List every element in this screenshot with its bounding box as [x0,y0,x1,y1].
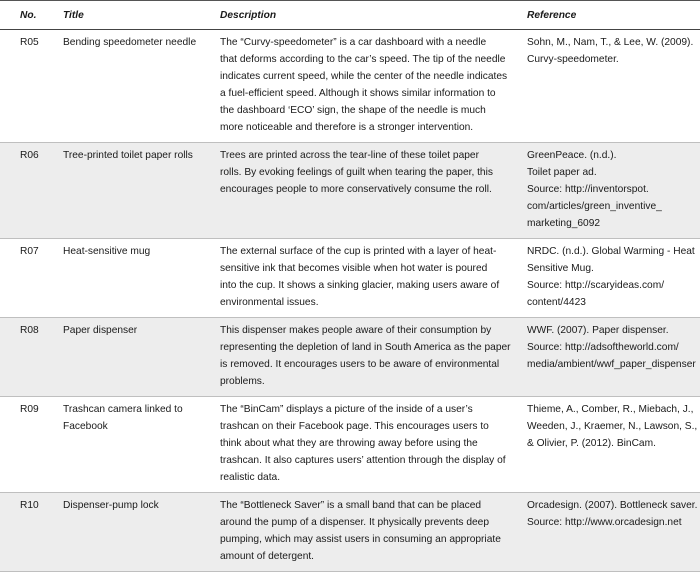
reference-line: GreenPeace. (n.d.). [527,150,617,161]
cell-no: R08 [0,318,57,397]
title-line: Facebook [63,421,108,432]
reference-line: Weeden, J., Kraemer, N., Lawson, S., [527,421,698,432]
description-line: environmental issues. [220,297,319,308]
cell-no: R10 [0,493,57,572]
description-line: representing the depletion of land in South America as the paper [220,342,511,353]
cell-title [57,143,214,239]
cell-description [214,30,521,143]
reference-line: & Olivier, P. (2012). BinCam. [527,438,656,449]
reference-line: Source: http://scaryideas.com/ [527,280,665,291]
title-line: Dispenser-pump lock [63,500,159,511]
cell-no: R06 [0,143,57,239]
cell-description [214,143,521,239]
cell-no: R05 [0,30,57,143]
title-line: Paper dispenser [63,325,138,336]
table-row [0,239,700,318]
cell-reference [521,397,700,493]
description-line: sensitive ink that becomes visible when hot water is poured [220,263,488,274]
table-row [0,143,700,239]
description-line: encourages people to more conservatively consume the roll. [220,184,492,195]
cell-description [214,239,521,318]
description-line: amount of detergent. [220,551,315,562]
title-line: Heat-sensitive mug [63,246,151,257]
cell-description [214,397,521,493]
cell-reference [521,493,700,572]
cell-title [57,397,214,493]
reference-line: Thieme, A., Comber, R., Miebach, J., [527,404,694,415]
description-line: trashcan on their Facebook page. This encourages users to [220,421,489,432]
reference-line: marketing_6092 [527,218,601,229]
description-line: The “Curvy-speedometer” is a car dashboard with a needle [220,37,487,48]
description-line: pumping, which may assist users in consuming an appropriate [220,534,501,545]
table-row [0,397,700,493]
description-line: problems. [220,376,265,387]
reference-line: Sohn, M., Nam, T., & Lee, W. (2009). [527,37,694,48]
cell-reference [521,318,700,397]
description-line: trashcan. It also captures users’ attention through the display of [220,455,506,466]
description-line: the dashboard ‘ECO’ sign, the shape of the needle is much [220,105,486,116]
cell-reference [521,239,700,318]
description-line: a fuel-efficient speed. Although it shows similar information to [220,88,496,99]
header-title: Title [57,1,214,30]
header-description: Description [214,1,521,30]
description-line: The external surface of the cup is printed with a layer of heat- [220,246,497,257]
reference-line: Toilet paper ad. [527,167,597,178]
header-no: No. [0,1,57,30]
table-row [0,318,700,397]
reference-line: Source: http://adsoftheworld.com/ [527,342,679,353]
reference-line: media/ambient/wwf_paper_dispenser [527,359,696,370]
title-line: Tree-printed toilet paper rolls [63,150,193,161]
title-line: Trashcan camera linked to [63,404,183,415]
reference-line: Source: http://www.orcadesign.net [527,517,682,528]
description-line: rolls. By evoking feelings of guilt when tearing the paper, this [220,167,493,178]
cell-no: R09 [0,397,57,493]
description-line: indicates current speed, while the center of the needle indicates [220,71,508,82]
reference-line: Source: http://inventorspot. [527,184,649,195]
description-line: The “Bottleneck Saver” is a small band that can be placed [220,500,482,511]
description-line: This dispenser makes people aware of their consumption by [220,325,492,336]
title-line: Bending speedometer needle [63,37,197,48]
description-line: into the cup. It shows a sinking glacier, making users aware of [220,280,500,291]
description-line: The “BinCam” displays a picture of the inside of a user’s [220,404,473,415]
table-row [0,493,700,572]
description-line: that deforms according to the car’s speed. The tip of the needle [220,54,506,65]
cell-title [57,239,214,318]
cell-no: R07 [0,239,57,318]
cell-title [57,493,214,572]
cell-title [57,318,214,397]
cell-title [57,30,214,143]
reference-line: WWF. (2007). Paper dispenser. [527,325,669,336]
reference-line: Orcadesign. (2007). Bottleneck saver. [527,500,698,511]
cell-reference [521,143,700,239]
reference-line: com/articles/green_inventive_ [527,201,662,212]
description-line: Trees are printed across the tear-line of these toilet paper [220,150,479,161]
description-line: realistic data. [220,472,281,483]
cell-reference [521,30,700,143]
description-line: around the pump of a dispenser. It physically prevents deep [220,517,490,528]
table-header-row [0,1,700,30]
reference-line: Curvy-speedometer. [527,54,619,65]
header-reference: Reference [521,1,700,30]
cell-description [214,493,521,572]
description-line: more noticeable and therefore is a stronger intervention. [220,122,474,133]
reference-line: content/4423 [527,297,586,308]
reference-line: NRDC. (n.d.). Global Warming - Heat [527,246,695,257]
description-line: think about what they are throwing away before using the [220,438,478,449]
reference-line: Sensitive Mug. [527,263,594,274]
table-row [0,30,700,143]
cell-description [214,318,521,397]
description-line: is removed. It encourages users to be aware of environmental [220,359,500,370]
